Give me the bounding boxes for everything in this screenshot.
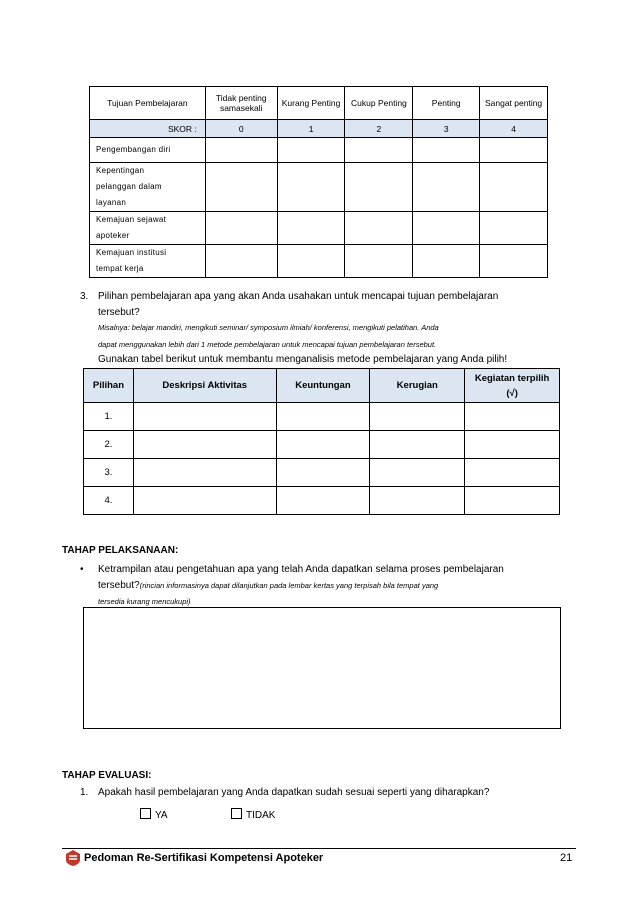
cell-input[interactable] (276, 403, 370, 431)
evaluasi-title: TAHAP EVALUASI: (62, 770, 152, 781)
pelaksanaan-title: TAHAP PELAKSANAAN: (62, 545, 179, 556)
score-cell[interactable] (277, 163, 345, 212)
cell-input[interactable] (276, 459, 370, 487)
header-kerugian: Kerugian (370, 369, 465, 403)
cell-input[interactable] (276, 431, 370, 459)
logo-icon (66, 850, 80, 866)
pelaksanaan-question: Ketrampilan atau pengetahuan apa yang telah Anda dapatkan selama proses pembelajaran tersebut?(rincian informasinya dapat dilanjutkan pada lembar kertas yang terpisah bila tempat yang tersedia kurang mencukupi) (98, 564, 504, 606)
score-cell[interactable] (480, 138, 548, 163)
goal-row-label: Pengembangan diri (90, 138, 206, 163)
learning-goals-table (89, 86, 548, 278)
score-cell[interactable] (277, 245, 345, 278)
header-scale-2: Cukup Penting (345, 87, 413, 120)
score-cell[interactable] (413, 138, 480, 163)
cell-input[interactable] (465, 487, 560, 515)
header-kegiatan-terpilih: Kegiatan terpilih (√) (465, 369, 560, 403)
page-number: 21 (560, 852, 573, 864)
score-cell[interactable] (205, 245, 277, 278)
score-2: 2 (345, 120, 413, 138)
section3-instruction: Gunakan tabel berikut untuk membantu menganalisis metode pembelajaran yang Anda pilih! (98, 354, 508, 365)
header-pilihan: Pilihan (84, 369, 134, 403)
score-0: 0 (205, 120, 277, 138)
section3-question: Pilihan pembelajaran apa yang akan Anda usahakan untuk mencapai tujuan pembelajaran tersebut? (98, 291, 499, 318)
evaluasi-number: 1. (80, 787, 89, 798)
cell-input[interactable] (465, 403, 560, 431)
cell-input[interactable] (465, 459, 560, 487)
cell-input[interactable] (370, 431, 465, 459)
answer-box[interactable] (83, 607, 561, 729)
cell-input[interactable] (133, 459, 276, 487)
score-cell[interactable] (413, 245, 480, 278)
score-cell[interactable] (480, 212, 548, 245)
cell-input[interactable] (133, 403, 276, 431)
section3-example: Misalnya: belajar mandiri, mengikuti seminar/ symposium ilmiah/ konferensi, mengikuti pelatihan. Anda dapat menggunakan lebih dari 1 metode pembelajaran untuk mencapai tujuan pembelajaran tersebut. (98, 323, 439, 349)
footer-divider (62, 848, 576, 849)
score-3: 3 (413, 120, 480, 138)
header-keuntungan: Keuntungan (276, 369, 370, 403)
row-number: 2. (84, 431, 134, 459)
score-cell[interactable] (413, 212, 480, 245)
cell-input[interactable] (133, 487, 276, 515)
header-scale-0: Tidak penting samasekali (205, 87, 277, 120)
goal-row-label: Kepentingan pelanggan dalam layanan (90, 163, 206, 212)
cell-input[interactable] (370, 487, 465, 515)
header-scale-1: Kurang Penting (277, 87, 345, 120)
header-scale-3: Penting (413, 87, 480, 120)
cell-input[interactable] (370, 459, 465, 487)
goal-row-label: Kemajuan institusi tempat kerja (90, 245, 206, 278)
cell-input[interactable] (276, 487, 370, 515)
checkbox-icon[interactable] (231, 808, 242, 819)
score-1: 1 (277, 120, 345, 138)
option-ya[interactable]: YA (140, 808, 168, 824)
cell-input[interactable] (465, 431, 560, 459)
option-tidak[interactable]: TIDAK (231, 808, 275, 824)
score-cell[interactable] (345, 212, 413, 245)
score-cell[interactable] (205, 138, 277, 163)
row-number: 1. (84, 403, 134, 431)
score-cell[interactable] (480, 163, 548, 212)
row-number: 3. (84, 459, 134, 487)
cell-input[interactable] (133, 431, 276, 459)
section3-number: 3. (80, 291, 89, 302)
header-deskripsi: Deskripsi Aktivitas (133, 369, 276, 403)
header-tujuan: Tujuan Pembelajaran (90, 87, 206, 120)
row-number: 4. (84, 487, 134, 515)
score-cell[interactable] (480, 245, 548, 278)
goal-row-label: Kemajuan sejawat apoteker (90, 212, 206, 245)
learning-methods-table (83, 368, 560, 515)
score-cell[interactable] (205, 163, 277, 212)
score-cell[interactable] (345, 245, 413, 278)
cell-input[interactable] (370, 403, 465, 431)
evaluasi-question: Apakah hasil pembelajaran yang Anda dapatkan sudah sesuai seperti yang diharapkan? (98, 787, 490, 798)
score-4: 4 (480, 120, 548, 138)
score-cell[interactable] (205, 212, 277, 245)
score-cell[interactable] (345, 163, 413, 212)
bullet: • (80, 564, 84, 575)
score-cell[interactable] (413, 163, 480, 212)
header-scale-4: Sangat penting (480, 87, 548, 120)
score-cell[interactable] (345, 138, 413, 163)
checkbox-icon[interactable] (140, 808, 151, 819)
footer-title: Pedoman Re-Sertifikasi Kompetensi Apoteker (84, 852, 324, 864)
score-cell[interactable] (277, 212, 345, 245)
score-cell[interactable] (277, 138, 345, 163)
skor-label: SKOR : (90, 120, 206, 138)
